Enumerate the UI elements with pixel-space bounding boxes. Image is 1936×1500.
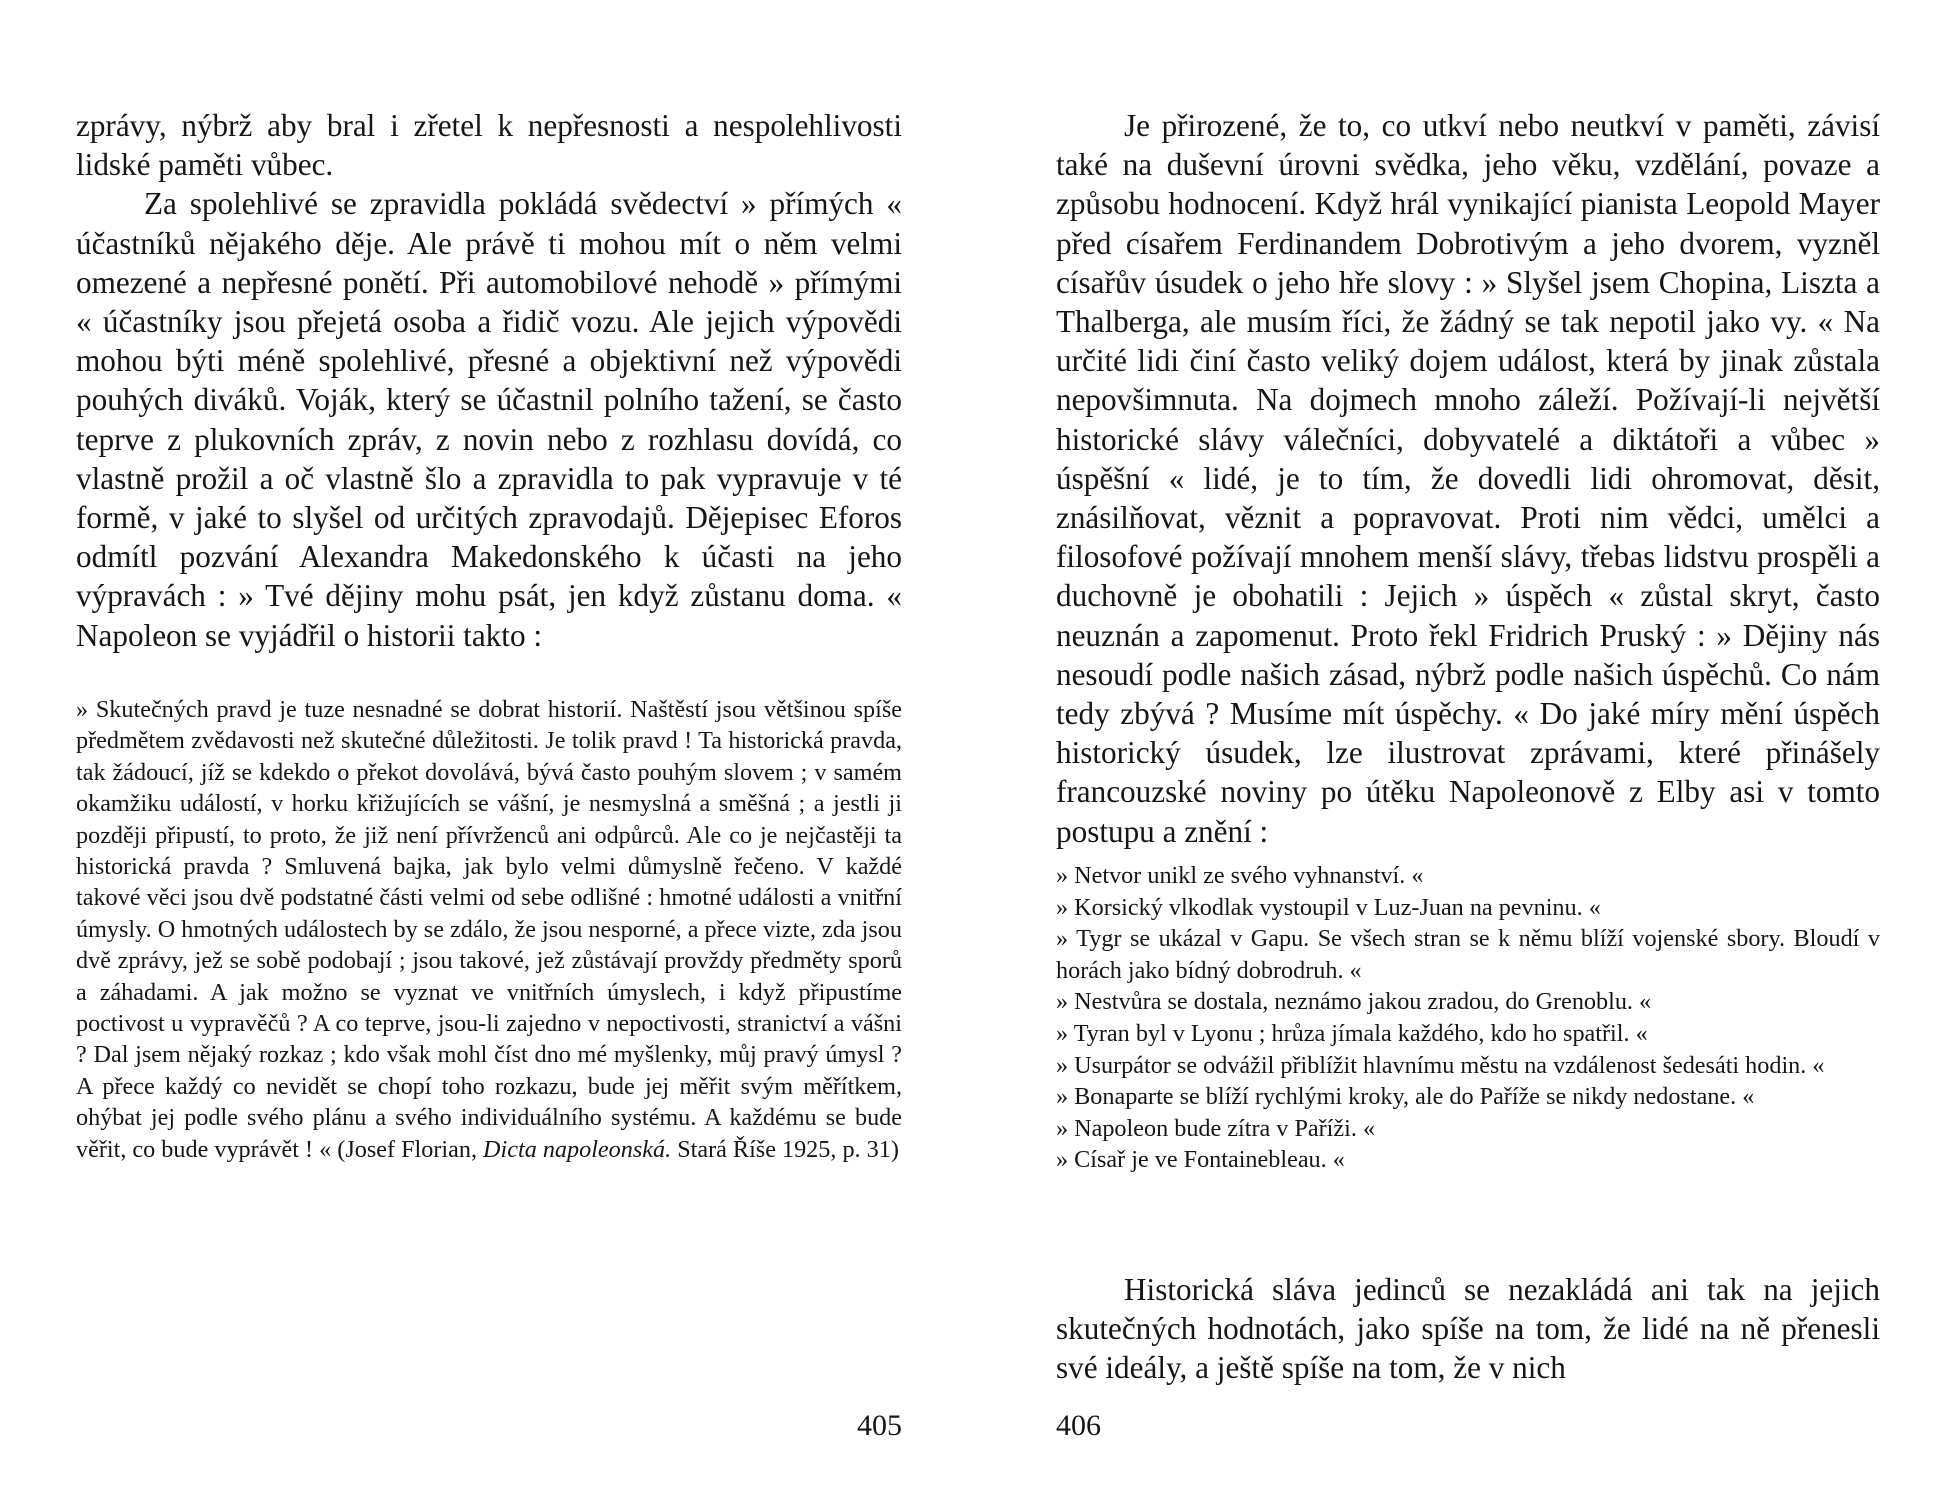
quote-source-detail: Stará Říše 1925, p. 31) xyxy=(677,1135,899,1163)
headline-item: » Císař je ve Fontainebleau. « xyxy=(1056,1146,1345,1174)
quote-text: » Skutečných pravd je tuze nesnadné se dobrat historií. Naštěstí jsou většinou spíše předmětem zvědavosti než skutečné důležitosti. Je tolik pravd ! Ta historická pravda, tak žádoucí, jíž se kdekdo o překot dovolává, bývá často pouhým slovem ; v samém okamžiku událostí, v horku křižujících se vášní, je nesmyslná a směšná ; a jestli ji později připustí, to proto, že již není přívrženců ani odpůrců. Ale co je nejčastěji ta historická pravda ? Smluvená bajka, jak bylo velmi důmyslně řečeno. V každé takové věci jsou dvě podstatné části velmi od sebe odlišné : hmotné události a vnitřní úmysly. O hmotných událostech by se zdálo, že jsou nesporné, a přece vizte, zda jsou dvě zprávy, jež se sobě podobají ; jsou takové, jež zůstávají provždy předměty sporů a záhadami. A jak možno se vyznat ve vnitřních úmyslech, i když připustíme poctivost u vypravěčů ? A co teprve, jsou-li zajedno v nepoctivosti, stranictví a vášni ? Dal jsem nějaký rozkaz ; kdo však mohl číst dno mé myšlenky, můj pravý úmysl ? A přece každý co nevidět se chopí toho rozkazu, bude jej měřit svým měřítkem, ohýbat jej podle svého plánu a svého individuálního systému. A každému se bude věřit, co bude vyprávět ! « (Josef Florian, xyxy=(76,696,902,1163)
headline-item: » Bonaparte se blíží rychlými kroky, ale do Paříže se nikdy nedostane. « xyxy=(1056,1083,1755,1111)
right-page xyxy=(1056,0,1880,1500)
page-number-right: 406 xyxy=(1056,1409,1101,1442)
right-closing-text xyxy=(1056,1270,1880,1388)
headline-item: » Usurpátor se odvážil přiblížit hlavnímu městu na vzdálenost šedesáti hodin. « xyxy=(1056,1051,1825,1079)
right-paragraph-1: Je přirozené, že to, co utkví nebo neutkví v paměti, závisí také na duševní úrovni svědka, jeho věku, vzdělání, povaze a způsobu hodnocení. Když hrál vynikající pianista Leopold Mayer před císařem Ferdinandem Dobrotivým a jeho dvorem, vyzněl císařův úsudek o jeho hře slovy : » Slyšel jsem Chopina, Liszta a Thalberga, ale musím říci, že žádný se tak nepotil jako vy. « Na určité lidi činí často veliký dojem událost, která by jinak zůstala nepovšimnuta. Na dojmech mnoho záleží. Požívají-li největší historické slávy válečníci, dobyvatelé a diktátoři a vůbec » úspěšní « lidé, je to tím, že dovedli lidi ohromovat, děsit, znásilňovat, věznit a popravovat. Proti nim vědci, umělci a filosofové požívají mnohem menší slávy, třebas lidstvu prospěli a duchovně je obohatili : Jejich » úspěch « zůstal skryt, často neuznán a zapomenut. Proto řekl Fridrich Pruský : » Dějiny nás nesoudí podle našich zásad, nýbrž podle našich úspěchů. Co nám tedy zbývá ? Musíme mít úspěchy. « Do jaké míry mění úspěch historický úsudek, lze ilustrovat zprávami, které přinášely francouzské noviny po útěku Napoleonově z Elby asi v tomto postupu a znění : xyxy=(1056,108,1880,849)
right-paragraph-2: Historická sláva jedinců se nezakládá ani tak na jejich skutečných hodnotách, jako spíše na tom, že lidé na ně přenesli své ideály, a ještě spíše na tom, že v nich xyxy=(1056,1272,1880,1386)
headline-item: » Tyran byl v Lyonu ; hrůza jímala každého, kdo ho spatřil. « xyxy=(1056,1019,1648,1047)
left-paragraph-1: zprávy, nýbrž aby bral i zřetel k nepřesnosti a nespolehlivosti lidské paměti vůbec. xyxy=(76,108,902,183)
headline-item: » Nestvůra se dostala, neznámo jakou zradou, do Grenoblu. « xyxy=(1056,988,1652,1016)
napoleon-quote-block xyxy=(76,694,902,1165)
headline-item: » Tygr se ukázal v Gapu. Se všech stran se k němu blíží vojenské sbory. Bloudí v horách jako bídný dobrodruh. « xyxy=(1056,925,1880,984)
newspaper-headlines-list xyxy=(1056,860,1880,1176)
headline-item: » Korsický vlkodlak vystoupil v Luz-Juan na pevninu. « xyxy=(1056,893,1601,921)
headline-item: » Netvor unikl ze svého vyhnanství. « xyxy=(1056,862,1424,889)
left-paragraph-2: Za spolehlivé se zpravidla pokládá svědectví » přímých « účastníků nějakého děje. Ale právě ti mohou mít o něm velmi omezené a nepřesné ponětí. Při automobilové nehodě » přímými « účastníky jsou přejetá osoba a řidič vozu. Ale jejich výpovědi mohou býti méně spolehlivé, přesné a objektivní než výpovědi pouhých diváků. Voják, který se účastnil polního tažení, se často teprve z plukovních zpráv, z novin nebo z rozhlasu dovídá, co vlastně prožil a oč vlastně šlo a zpravidla to pak vypravuje v té formě, v jaké to slyšel od určitých zpravodajů. Dějepisec Eforos odmítl pozvání Alexandra Makedonského k účasti na jeho výpravách : » Tvé dějiny mohu psát, jen když zůstanu doma. « Napoleon se vyjádřil o historii takto : xyxy=(76,186,902,653)
right-main-text xyxy=(1056,106,1880,851)
page-number-left: 405 xyxy=(857,1409,902,1442)
left-main-text xyxy=(76,106,902,655)
quote-source-title: Dicta napoleonská. xyxy=(483,1135,672,1163)
headline-item: » Napoleon bude zítra v Paříži. « xyxy=(1056,1114,1376,1142)
left-page xyxy=(76,0,902,1500)
